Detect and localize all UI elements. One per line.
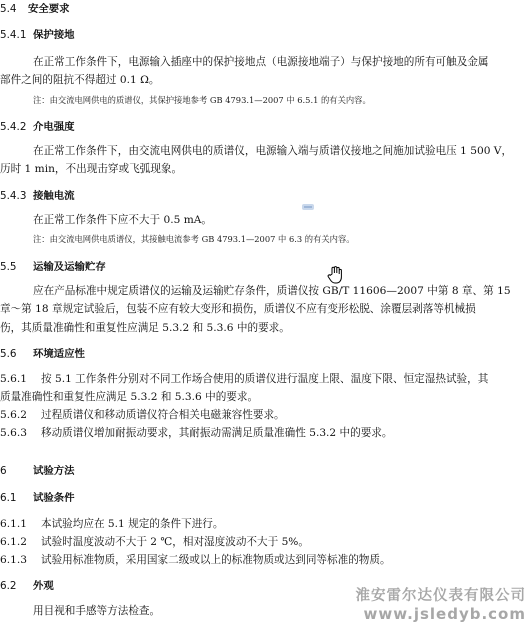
item-text: 过程质谱仪和移动质谱仪符合相关电磁兼容性要求。 [41, 409, 285, 421]
section-number: 5.6 [0, 348, 17, 360]
list-item-5-6-1 [0, 373, 488, 386]
section-title: 环境适应性 [33, 348, 85, 360]
scan-mark-icon [302, 203, 314, 211]
section-number: 5.4.2 [0, 121, 27, 133]
paragraph-line: 部件之间的阻抗不得超过 0.1 Ω。 [0, 74, 160, 86]
section-title: 运输及运输贮存 [33, 261, 106, 273]
paragraph-line: 在正常工作条件下，电源输入插座中的保护接地点（电源接地端子）与保护接地的所有可触及金属 [33, 56, 489, 68]
list-item-6-1-2 [0, 536, 309, 549]
item-text: 移动质谱仪增加耐振动要求，其耐振动需满足质量准确性 5.3.2 中的要求。 [41, 427, 393, 439]
section-title: 试验方法 [33, 465, 75, 477]
paragraph-line: 历时 1 min，不出现击穿或飞弧现象。 [0, 163, 183, 175]
section-title: 介电强度 [33, 121, 75, 133]
section-title: 接触电流 [33, 190, 75, 202]
section-number: 5.4.3 [0, 190, 27, 202]
item-text: 试验用标准物质，采用国家二级或以上的标准物质或达到同等标准的物质。 [41, 554, 391, 566]
list-item-6-1-1 [0, 518, 224, 531]
item-number: 6.1.2 [0, 536, 27, 548]
section-title: 保护接地 [33, 29, 75, 41]
section-number: 6 [0, 465, 7, 477]
item-number: 6.1.1 [0, 518, 27, 530]
item-number: 5.6.1 [0, 373, 27, 385]
heading-5-4 [0, 3, 70, 16]
section-number: 5.4 [0, 3, 17, 15]
note-text: 注：由交流电网供电质谱仪，其接触电流参考 GB 4793.1—2007 中 6.3 的有关内容。 [33, 234, 355, 244]
section-number: 6.1 [0, 492, 17, 504]
heading-5-4-3 [0, 190, 75, 203]
paragraph-line: 在正常工作条件下应不大于 0.5 mA。 [33, 214, 212, 226]
item-text: 按 5.1 工作条件分别对不同工作场合使用的质谱仪进行温度上限、温度下限、恒定湿热试验，其 [41, 373, 489, 385]
list-item-5-6-3 [0, 427, 393, 440]
paragraph-line: 应在产品标准中规定质谱仪的运输及运输贮存条件，质谱仪按 GB/T 11606—2007 中第 8 章、第 15 [33, 285, 511, 297]
list-item-5-6-2 [0, 409, 285, 422]
heading-6-1 [0, 492, 75, 505]
heading-5-4-1 [0, 29, 75, 42]
section-number: 6.2 [0, 580, 17, 592]
paragraph-line: 伤，其质量准确性和重复性应满足 5.3.2 和 5.3.6 中的要求。 [0, 322, 290, 334]
heading-5-6 [0, 348, 85, 361]
heading-5-5 [0, 261, 106, 274]
paragraph-line: 在正常工作条件下，由交流电网供电的质谱仪，电源输入端与质谱仪接地之间施加试验电压 1 500 V， [33, 145, 513, 157]
item-text: 本试验均应在 5.1 规定的条件下进行。 [41, 518, 224, 530]
heading-6 [0, 465, 75, 478]
item-text: 试验时温度波动不大于 2 ℃，相对湿度波动不大于 5%。 [41, 536, 309, 548]
list-item-6-1-3 [0, 554, 391, 567]
heading-6-2 [0, 580, 54, 593]
section-title: 外观 [33, 580, 54, 592]
watermark-url: www.jsledyb.com [363, 605, 526, 623]
heading-5-4-2 [0, 121, 75, 134]
paragraph-line: 质量准确性和重复性应满足 5.3.2 和 5.3.6 中的要求。 [0, 391, 259, 403]
hand-cursor-icon [327, 266, 343, 284]
note-text: 注：由交流电网供电的质谱仪，其保护接地参考 GB 4793.1—2007 中 6.5.1 的有关内容。 [33, 95, 371, 105]
section-number: 5.4.1 [0, 29, 27, 41]
paragraph-line: 章～第 18 章规定试验后，包装不应有较大变形和损伤，质谱仪不应有变形松脱、涂覆层剥落等机械损 [0, 303, 476, 315]
paragraph-line: 用目视和手感等方法检查。 [33, 605, 161, 617]
section-number: 5.5 [0, 261, 17, 273]
watermark-company: 淮安雷尔达仪表有限公司 [355, 588, 526, 604]
item-number: 6.1.3 [0, 554, 27, 566]
section-title: 安全要求 [28, 3, 70, 15]
item-number: 5.6.2 [0, 409, 27, 421]
section-title: 试验条件 [33, 492, 75, 504]
item-number: 5.6.3 [0, 427, 27, 439]
